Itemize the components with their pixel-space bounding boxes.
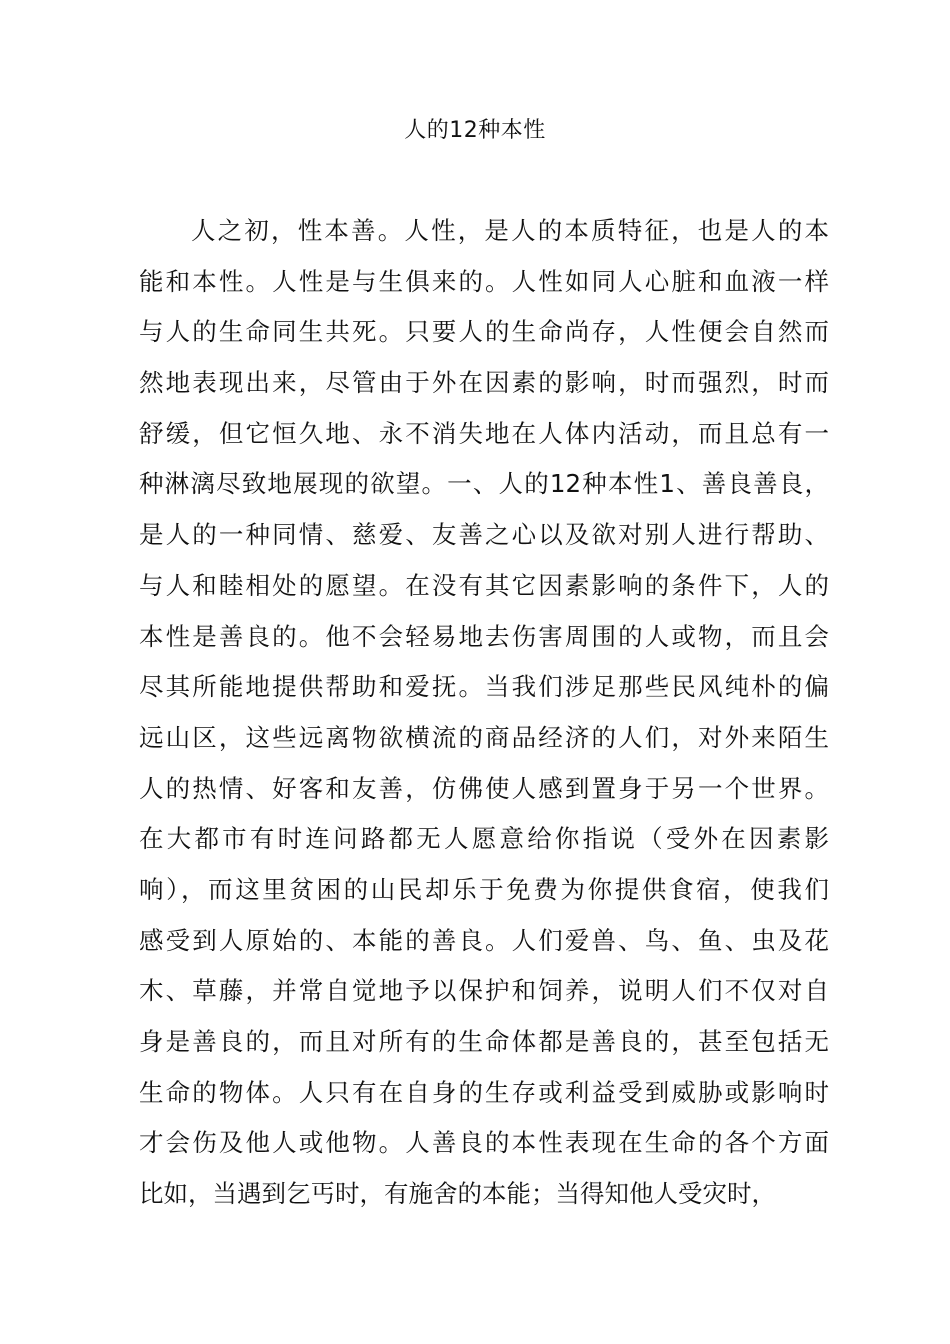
body-line: 才会伤及他人或他物。人善良的本性表现在生命的各个方面 [139, 1128, 829, 1158]
body-line: 生命的物体。人只有在自身的生存或利益受到威胁或影响时 [139, 1077, 829, 1107]
body-line: 然地表现出来，尽管由于外在因素的影响，时而强烈，时而 [139, 368, 829, 398]
body-line: 身是善良的，而且对所有的生命体都是善良的，甚至包括无 [139, 1027, 829, 1056]
body-line: 响），而这里贫困的山民却乐于免费为你提供食宿，使我们 [139, 874, 829, 904]
body-line: 能和本性。人性是与生俱来的。人性如同人心脏和血液一样 [139, 266, 829, 296]
body-line: 与人和睦相处的愿望。在没有其它因素影响的条件下，人的 [139, 570, 829, 600]
body-line: 在大都市有时连问路都无人愿意给你指说（受外在因素影 [139, 824, 829, 854]
body-line: 舒缓，但它恒久地、永不消失地在人体内活动，而且总有一 [139, 418, 829, 448]
body-line: 远山区，这些远离物欲横流的商品经济的人们，对外来陌生 [139, 722, 829, 752]
document-body [139, 206, 829, 1220]
body-line: 感受到人原始的、本能的善良。人们爱兽、鸟、鱼、虫及花 [139, 925, 829, 955]
body-line: 人的热情、好客和友善，仿佛使人感到置身于另一个世界。 [139, 773, 829, 803]
body-line: 木、草藤，并常自觉地予以保护和饲养，说明人们不仅对自 [139, 976, 829, 1006]
body-line: 比如，当遇到乞丐时，有施舍的本能；当得知他人受灾时， [139, 1179, 776, 1209]
body-line: 本性是善良的。他不会轻易地去伤害周围的人或物，而且会 [139, 621, 829, 651]
document-title: 人的12种本性 [404, 118, 546, 143]
body-line: 人之初，性本善。人性，是人的本质特征，也是人的本 [191, 216, 829, 245]
body-line: 种淋漓尽致地展现的欲望。一、人的12种本性1、善良善良， [139, 469, 829, 499]
body-line: 尽其所能地提供帮助和爱抚。当我们涉足那些民风纯朴的偏 [139, 672, 829, 702]
body-line: 是人的一种同情、慈爱、友善之心以及欲对别人进行帮助、 [139, 520, 829, 550]
body-line: 与人的生命同生共死。只要人的生命尚存，人性便会自然而 [139, 317, 829, 347]
